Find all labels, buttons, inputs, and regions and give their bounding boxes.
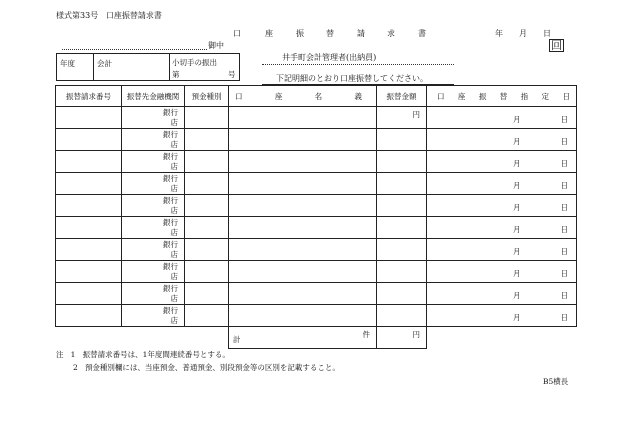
account-name-cell[interactable] bbox=[229, 239, 377, 261]
transfer-date-char-7: 日 bbox=[562, 91, 570, 101]
bank-cell[interactable] bbox=[122, 107, 185, 129]
table-row bbox=[56, 305, 577, 327]
bank-cell[interactable] bbox=[122, 283, 185, 305]
amount-cell[interactable] bbox=[377, 107, 427, 129]
account-name-char-4: 義 bbox=[354, 91, 362, 101]
amount-cell[interactable] bbox=[377, 305, 427, 327]
bank-word: 銀行 bbox=[163, 174, 178, 183]
title-char-7: 書 bbox=[418, 29, 426, 38]
header-bank: 振替先金融機関 bbox=[122, 86, 185, 107]
check-label-1: 小切手の振出 bbox=[172, 58, 217, 67]
transfer-date-char-3: 振 bbox=[478, 91, 487, 101]
month-label: 月 bbox=[513, 203, 521, 212]
transfer-date-cell[interactable] bbox=[427, 261, 577, 283]
shop-word: 店 bbox=[170, 228, 178, 237]
title-char-1: 口 bbox=[233, 29, 241, 38]
bank-cell[interactable] bbox=[122, 261, 185, 283]
transfer-date-cell[interactable] bbox=[427, 239, 577, 261]
table-row bbox=[56, 129, 577, 151]
account-name-cell[interactable] bbox=[229, 305, 377, 327]
account-cell[interactable] bbox=[94, 54, 170, 80]
transfer-date-cell[interactable] bbox=[427, 107, 577, 129]
request-no-cell[interactable] bbox=[56, 239, 122, 261]
form-name: 口座振替請求書 bbox=[105, 11, 162, 20]
day-label: 日 bbox=[560, 225, 568, 234]
check-label-3: 号 bbox=[228, 70, 236, 79]
bank-word: 銀行 bbox=[163, 306, 178, 315]
deposit-type-cell[interactable] bbox=[185, 151, 229, 173]
total-count-cell[interactable] bbox=[229, 327, 377, 349]
note-1-number: 1 bbox=[70, 350, 76, 359]
amount-cell[interactable] bbox=[377, 261, 427, 283]
account-name-cell[interactable] bbox=[229, 217, 377, 239]
table-row bbox=[56, 151, 577, 173]
amount-cell[interactable] bbox=[377, 239, 427, 261]
shop-word: 店 bbox=[170, 250, 178, 259]
header-request-no: 振替請求番号 bbox=[56, 86, 122, 107]
header-account-name bbox=[229, 86, 377, 107]
day-label: 日 bbox=[560, 115, 568, 124]
account-label: 会計 bbox=[97, 59, 112, 68]
deposit-type-cell[interactable] bbox=[185, 173, 229, 195]
day-label: 日 bbox=[560, 203, 568, 212]
account-name-cell[interactable] bbox=[229, 195, 377, 217]
paper-size-note: B5横長 bbox=[543, 377, 569, 386]
bank-word: 銀行 bbox=[163, 284, 178, 293]
bank-word: 銀行 bbox=[163, 108, 178, 117]
account-name-cell[interactable] bbox=[229, 107, 377, 129]
table-row bbox=[56, 173, 577, 195]
account-name-char-1: 口 bbox=[235, 91, 243, 101]
bank-word: 銀行 bbox=[163, 196, 178, 205]
month-label: 月 bbox=[513, 313, 521, 322]
payer-name: 井手町会計管理者(出納員) bbox=[282, 53, 377, 62]
request-no-cell[interactable] bbox=[56, 107, 122, 129]
month-label: 月 bbox=[513, 247, 521, 256]
day-label: 日 bbox=[560, 181, 568, 190]
account-name-char-2: 座 bbox=[274, 91, 283, 101]
month-label: 月 bbox=[513, 269, 521, 278]
note-2 bbox=[73, 364, 340, 372]
shop-word: 店 bbox=[170, 140, 178, 149]
form-number-title bbox=[56, 12, 162, 20]
deposit-type-cell[interactable] bbox=[185, 261, 229, 283]
header-amount: 振替金額 bbox=[377, 86, 427, 107]
table-row bbox=[56, 217, 577, 239]
shop-word: 店 bbox=[170, 162, 178, 171]
title-char-5: 請 bbox=[357, 29, 365, 38]
amount-cell[interactable] bbox=[377, 195, 427, 217]
note-2-number: 2 bbox=[73, 363, 78, 372]
transfer-date-cell[interactable] bbox=[427, 195, 577, 217]
bank-word: 銀行 bbox=[163, 130, 178, 139]
bank-cell[interactable] bbox=[122, 129, 185, 151]
day-label: 日 bbox=[560, 137, 568, 146]
year-cell[interactable] bbox=[57, 54, 94, 80]
deposit-type-cell[interactable] bbox=[185, 129, 229, 151]
deposit-type-cell[interactable] bbox=[185, 283, 229, 305]
total-yen-label: 円 bbox=[412, 330, 420, 339]
amount-cell[interactable] bbox=[377, 129, 427, 151]
transfer-date-cell[interactable] bbox=[427, 217, 577, 239]
title-char-6: 求 bbox=[387, 29, 395, 38]
shop-word: 店 bbox=[170, 294, 178, 303]
transfer-table bbox=[55, 85, 577, 349]
request-no-cell[interactable] bbox=[56, 217, 122, 239]
request-no-cell[interactable] bbox=[56, 129, 122, 151]
table-row bbox=[56, 107, 577, 129]
header-transfer-date bbox=[427, 86, 577, 107]
shop-word: 店 bbox=[170, 184, 178, 193]
transfer-date-char-4: 替 bbox=[499, 91, 508, 101]
account-name-cell[interactable] bbox=[229, 151, 377, 173]
bank-word: 銀行 bbox=[163, 218, 178, 227]
shop-word: 店 bbox=[170, 272, 178, 281]
amount-cell[interactable] bbox=[377, 173, 427, 195]
table-row bbox=[56, 195, 577, 217]
date-day-label: 日 bbox=[543, 29, 551, 38]
amount-cell[interactable] bbox=[377, 151, 427, 173]
bank-word: 銀行 bbox=[163, 262, 178, 271]
month-label: 月 bbox=[513, 291, 521, 300]
account-name-cell[interactable] bbox=[229, 173, 377, 195]
transfer-date-char-5: 指 bbox=[520, 91, 529, 101]
request-no-cell[interactable] bbox=[56, 261, 122, 283]
bank-word: 銀行 bbox=[163, 240, 178, 249]
month-label: 月 bbox=[513, 115, 521, 124]
yen-label: 円 bbox=[412, 110, 420, 119]
deposit-type-cell[interactable] bbox=[185, 305, 229, 327]
year-label: 年度 bbox=[60, 59, 75, 68]
table-row bbox=[56, 239, 577, 261]
date-year-label: 年 bbox=[495, 29, 503, 38]
account-name-cell[interactable] bbox=[229, 283, 377, 305]
request-no-cell[interactable] bbox=[56, 151, 122, 173]
bank-cell[interactable] bbox=[122, 305, 185, 327]
amount-cell[interactable] bbox=[377, 217, 427, 239]
day-label: 日 bbox=[560, 247, 568, 256]
month-label: 月 bbox=[513, 181, 521, 190]
shop-word: 店 bbox=[170, 206, 178, 215]
count-label: 件 bbox=[362, 330, 370, 339]
bank-cell[interactable] bbox=[122, 217, 185, 239]
table-row bbox=[56, 261, 577, 283]
day-label: 日 bbox=[560, 269, 568, 278]
title-char-4: 替 bbox=[326, 29, 334, 38]
deposit-type-cell[interactable] bbox=[185, 195, 229, 217]
request-no-cell[interactable] bbox=[56, 195, 122, 217]
month-label: 月 bbox=[513, 225, 521, 234]
title-char-3: 振 bbox=[296, 29, 304, 38]
transfer-date-cell[interactable] bbox=[427, 173, 577, 195]
bank-word: 銀行 bbox=[163, 152, 178, 161]
addressee-suffix: 御中 bbox=[208, 41, 224, 50]
bank-cell[interactable] bbox=[122, 195, 185, 217]
note-2-text: 預金種別欄には、当座預金、普通預金、別段預金等の区別を記載すること。 bbox=[84, 363, 340, 372]
request-no-cell[interactable] bbox=[56, 173, 122, 195]
check-label-2: 第 bbox=[172, 70, 180, 79]
total-label: 計 bbox=[233, 335, 241, 344]
account-name-char-3: 名 bbox=[314, 91, 323, 101]
transfer-date-char-6: 定 bbox=[541, 91, 550, 101]
amount-cell[interactable] bbox=[377, 283, 427, 305]
shop-word: 店 bbox=[170, 316, 178, 325]
month-label: 月 bbox=[513, 137, 521, 146]
day-label: 日 bbox=[560, 291, 568, 300]
transfer-date-cell[interactable] bbox=[427, 305, 577, 327]
form-number: 様式第33号 bbox=[56, 11, 99, 20]
bank-cell[interactable] bbox=[122, 173, 185, 195]
table-row bbox=[56, 283, 577, 305]
payer-underline bbox=[262, 64, 454, 65]
transfer-date-cell[interactable] bbox=[427, 151, 577, 173]
total-amount-cell[interactable] bbox=[377, 327, 427, 349]
account-name-cell[interactable] bbox=[229, 129, 377, 151]
bank-cell[interactable] bbox=[122, 151, 185, 173]
account-name-cell[interactable] bbox=[229, 261, 377, 283]
seal-mark: 回 bbox=[551, 39, 562, 52]
transfer-date-cell[interactable] bbox=[427, 283, 577, 305]
date-month-label: 月 bbox=[519, 29, 527, 38]
deposit-type-cell[interactable] bbox=[185, 239, 229, 261]
transfer-date-cell[interactable] bbox=[427, 129, 577, 151]
note-prefix: 注 bbox=[56, 350, 64, 359]
addressee-line[interactable] bbox=[62, 49, 207, 50]
info-box bbox=[56, 53, 240, 81]
month-label: 月 bbox=[513, 159, 521, 168]
request-no-cell[interactable] bbox=[56, 283, 122, 305]
request-no-cell[interactable] bbox=[56, 305, 122, 327]
note-1-text: 振替請求番号は、1年度間連続番号とする。 bbox=[82, 350, 230, 359]
check-cell[interactable] bbox=[170, 54, 239, 80]
payer-notice: 下記明細のとおり口座振替してください。 bbox=[276, 74, 428, 83]
transfer-date-char-1: 口 bbox=[437, 91, 445, 101]
title-char-2: 座 bbox=[265, 29, 273, 38]
day-label: 日 bbox=[560, 313, 568, 322]
shop-word: 店 bbox=[170, 118, 178, 127]
transfer-date-char-2: 座 bbox=[457, 91, 466, 101]
note-1 bbox=[56, 351, 230, 359]
header-deposit-type: 預金種別 bbox=[185, 86, 229, 107]
deposit-type-cell[interactable] bbox=[185, 107, 229, 129]
bank-cell[interactable] bbox=[122, 239, 185, 261]
deposit-type-cell[interactable] bbox=[185, 217, 229, 239]
day-label: 日 bbox=[560, 159, 568, 168]
